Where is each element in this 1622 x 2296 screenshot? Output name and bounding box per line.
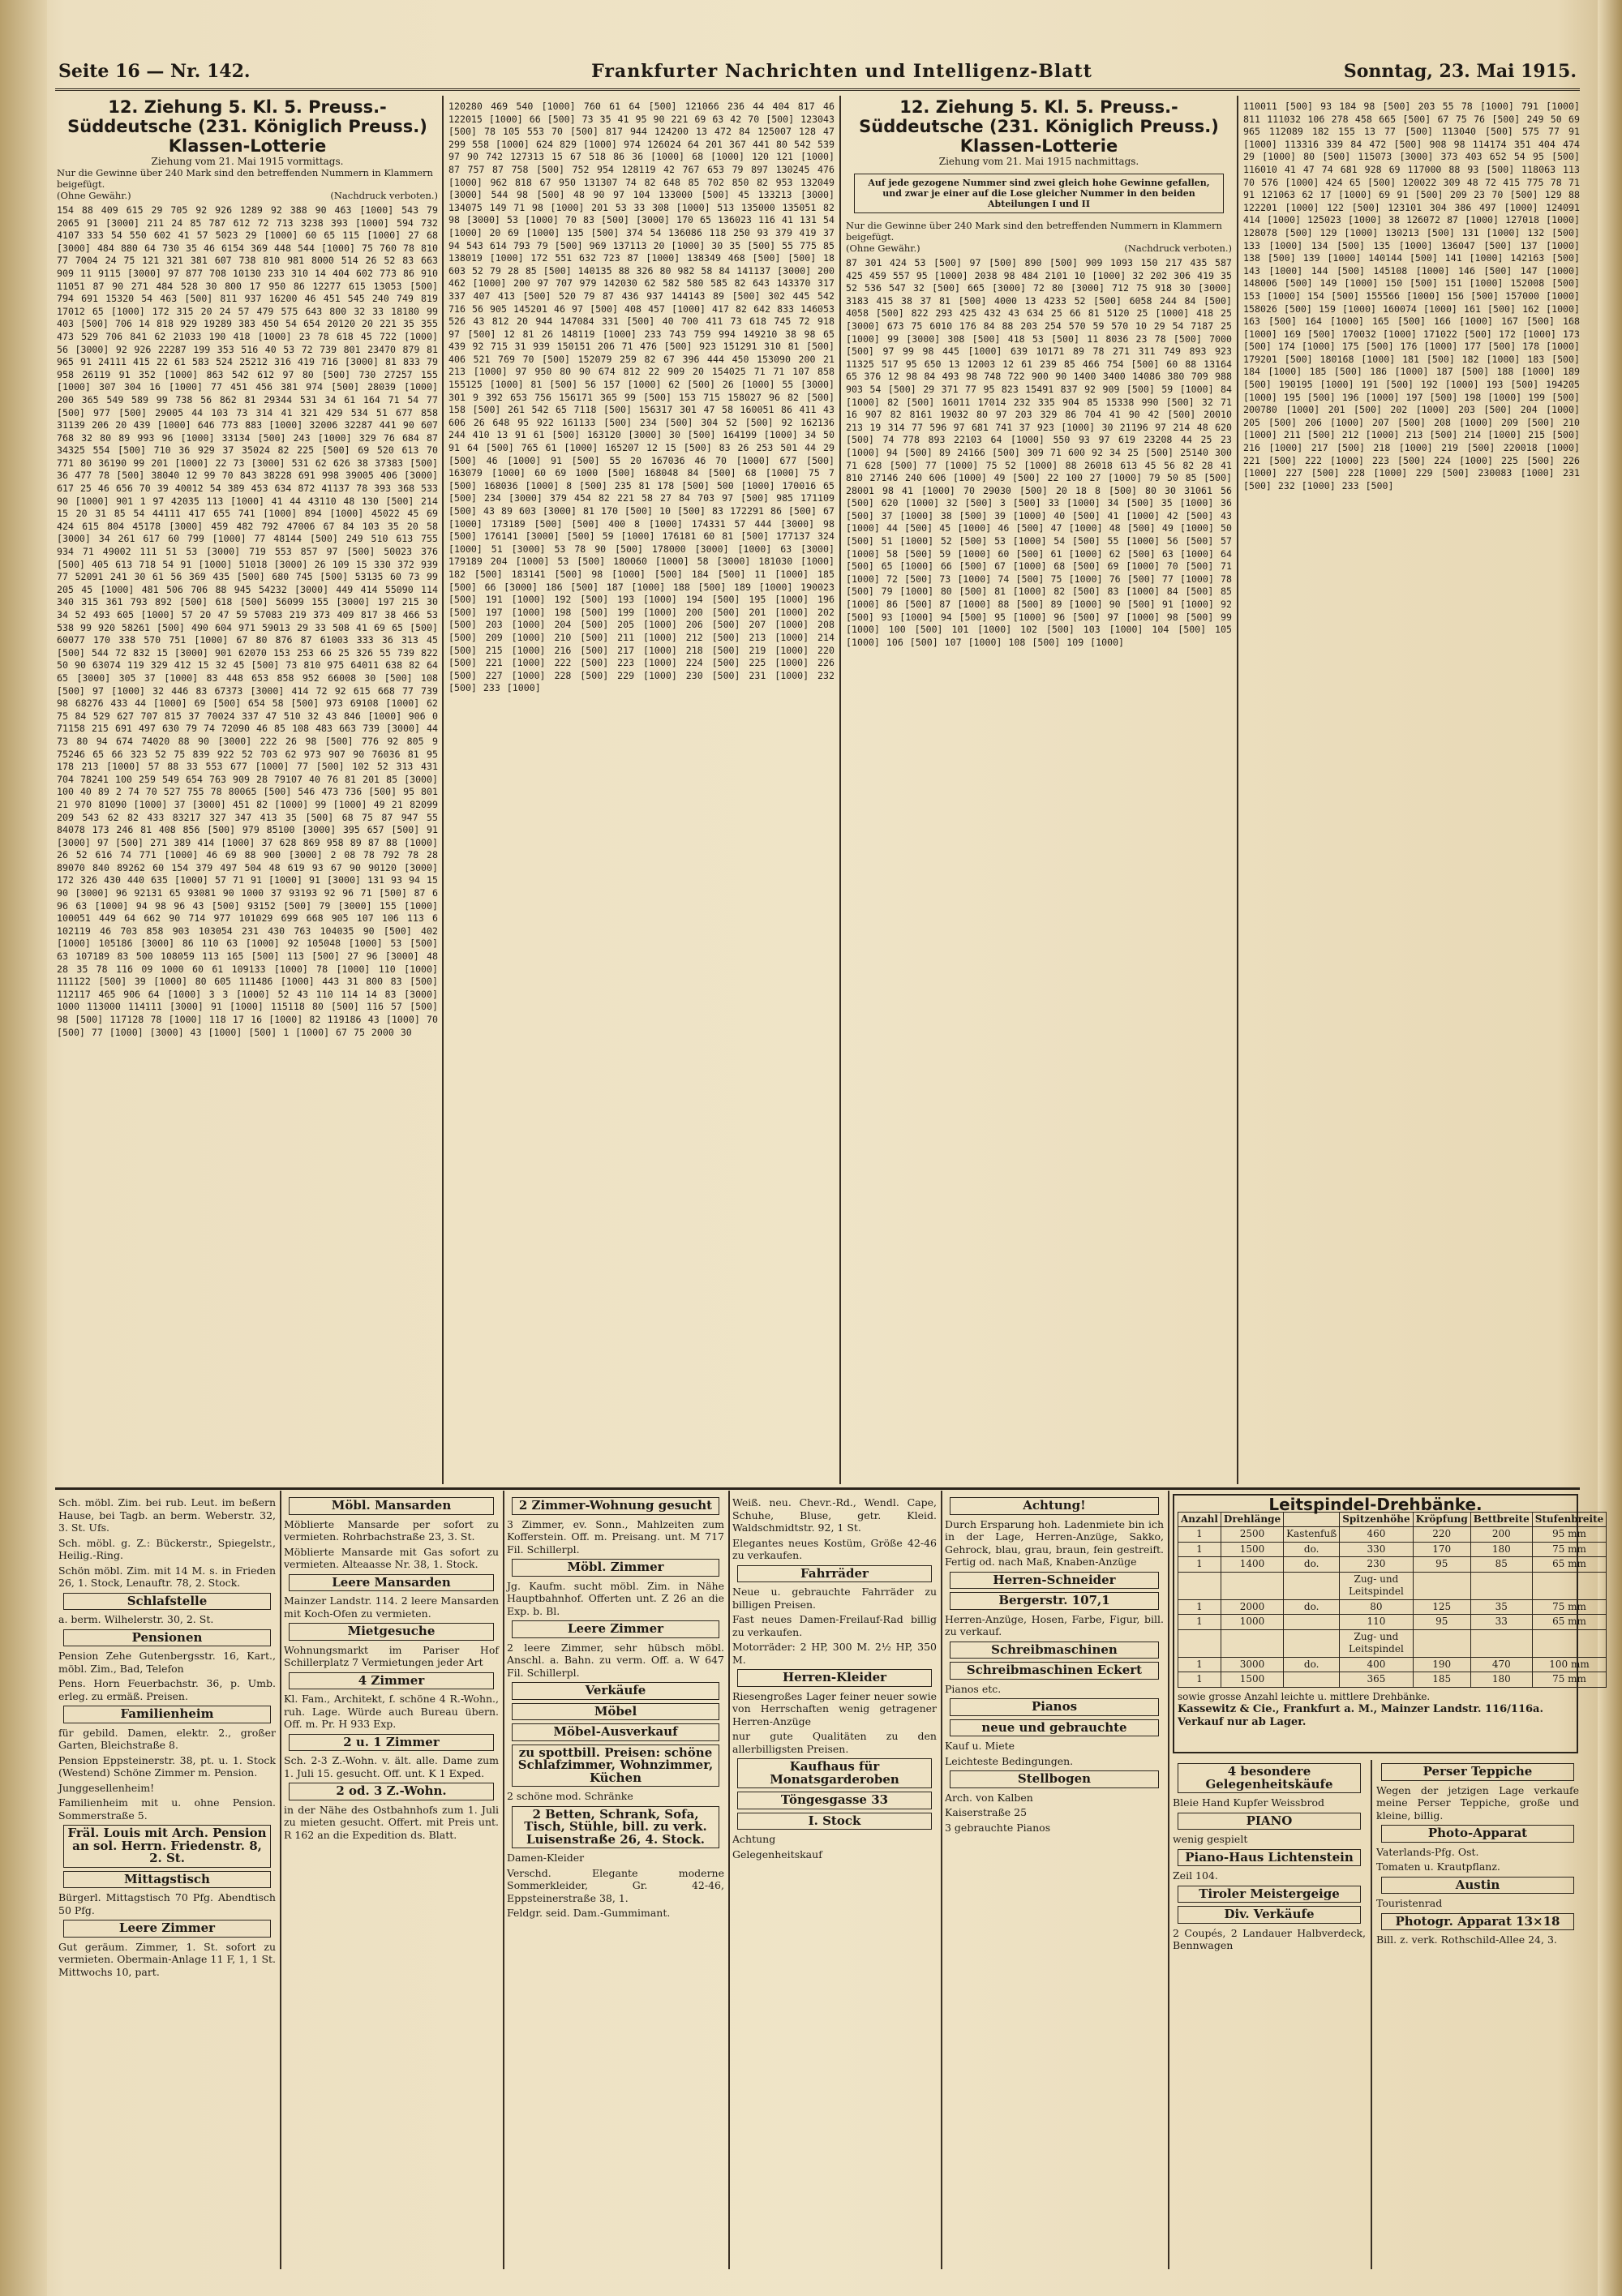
ad-text: Bleie Hand Kupfer Weissbrod — [1173, 1796, 1324, 1809]
table-cell: 75 mm — [1532, 1599, 1607, 1615]
lottery-date-afternoon: Ziehung vom 21. Mai 1915 nachmittags. — [938, 156, 1139, 167]
ad-heading: Perser Teppiche — [1381, 1763, 1574, 1781]
ad-text: Tomaten u. Krautpflanz. — [1376, 1860, 1500, 1873]
ad-heading: Herren-Schneider — [950, 1572, 1159, 1590]
ad-text: Kauf u. Miete — [945, 1740, 1015, 1752]
ad-heading: neue und gebrauchte — [950, 1719, 1159, 1737]
table-cell: 460 — [1340, 1527, 1413, 1543]
ad-heading: Fahrräder — [737, 1565, 932, 1583]
lottery-title-afternoon: 12. Ziehung 5. Kl. 5. Preuss.-Süddeutsche (231. Königlich Preuss.) Klassen-Lotterie — [859, 97, 1219, 156]
table-row — [1178, 1542, 1607, 1557]
lottery-disclaimer-row — [846, 242, 1232, 254]
lottery-title-morning: 12. Ziehung 5. Kl. 5. Preuss.-Süddeutsche (231. Königlich Preuss.) Klassen-Lotterie — [67, 97, 427, 156]
table-cell: 330 — [1340, 1542, 1413, 1557]
table-cell: 65 mm — [1532, 1615, 1607, 1630]
ad-text: Feldgr. seid. Dam.-Gummimant. — [507, 1907, 671, 1919]
table-row — [1178, 1599, 1607, 1615]
ad-text: Touristenrad — [1376, 1897, 1443, 1909]
ad-text: Kaiserstraße 25 — [945, 1806, 1028, 1818]
ad-heading: Leere Zimmer — [63, 1920, 271, 1938]
ad-heading: Piano-Haus Lichtenstein — [1178, 1849, 1361, 1867]
table-cell — [1178, 1629, 1221, 1657]
table-cell: 200 — [1470, 1527, 1532, 1543]
table-row — [1178, 1615, 1607, 1630]
col-header: Stufenbreite — [1532, 1512, 1607, 1527]
header-masthead: Frankfurter Nachrichten und Intelligenz-Blatt — [591, 61, 1092, 82]
table-cell: 180 — [1470, 1672, 1532, 1688]
table-row — [1178, 1557, 1607, 1573]
lottery-column-2 — [448, 97, 835, 1484]
table-cell: 1 — [1178, 1657, 1221, 1672]
page-header — [55, 61, 1580, 91]
ad-text: nur gute Qualitäten zu den allerbilligsten Preisen. — [732, 1730, 937, 1755]
table-cell: 170 — [1413, 1542, 1470, 1557]
ad-text: 2 schöne mod. Schränke — [507, 1790, 633, 1802]
ad-heading: Kaufhaus für Monatsgarderoben — [737, 1758, 932, 1788]
ad-text: Leichteste Bedingungen. — [945, 1754, 1074, 1767]
ad-text: Zeil 104. — [1173, 1869, 1218, 1882]
col-header: Spitzenhöhe — [1340, 1512, 1413, 1527]
ad-text: Motorräder: 2 HP, 300 M. 2½ HP, 350 M. — [732, 1641, 937, 1666]
lottery-note: Nur die Gewinne über 240 Mark sind den betreffenden Nummern in Klammern beigefügt. — [846, 220, 1222, 242]
ad-heading: Möbel — [512, 1703, 719, 1721]
ad-text: a. berm. Wilhelerstr. 30, 2. St. — [58, 1613, 214, 1625]
lottery-note: Nur die Gewinne über 240 Mark sind den betreffenden Nummern in Klammern beigefügt. — [57, 167, 433, 190]
ad-text: Junggesellenheim! — [58, 1781, 155, 1794]
ad-heading: Herren-Kleider — [737, 1669, 932, 1687]
ad-text: in der Nähe des Ostbahnhofs zum 1. Juli zu mieten gesucht. Offert. mit Preis unt. R 162 an die Expedition ds. Blatt. — [284, 1803, 499, 1841]
ad-heading: Schreibmaschinen — [950, 1642, 1159, 1659]
table-cell: 1 — [1178, 1599, 1221, 1615]
table-cell: 1 — [1178, 1542, 1221, 1557]
ad-text: Durch Ersparung hoh. Ladenmiete bin ich in der Lage, Herren-Anzüge, Sakko, Gehrock, blau, grau, braun, fein gestreift. Fertig od. nach Maß, Knaben-Anzüge — [945, 1517, 1164, 1568]
table-cell: 230 — [1340, 1557, 1413, 1573]
lottery-info-box: Auf jede gezogene Nummer sind zwei gleich hohe Gewinne gefallen, und zwar je einer auf die Lose gleicher Nummer in den beiden Abteilungen I und II — [854, 174, 1224, 213]
table-row — [1178, 1672, 1607, 1688]
ad-heading: Photogr. Apparat 13×18 — [1381, 1913, 1574, 1931]
classifieds-tailor-pianos — [945, 1494, 1164, 2264]
ad-heading: 2 u. 1 Zimmer — [289, 1734, 494, 1752]
table-cell — [1532, 1572, 1607, 1599]
ad-heading: Tiroler Meistergeige — [1178, 1886, 1361, 1903]
no-guarantee-label: (Ohne Gewähr.) — [57, 190, 131, 201]
ad-text: Pension Zehe Gutenbergsstr. 16, Kart., möbl. Zim., Bad, Telefon — [58, 1650, 276, 1675]
col-header: Bettbreite — [1470, 1512, 1532, 1527]
table-cell — [1221, 1572, 1283, 1599]
table-cell: 2500 — [1221, 1527, 1283, 1543]
table-cell — [1221, 1629, 1283, 1657]
ad-heading: Möbel-Ausverkauf — [512, 1723, 719, 1741]
table-cell — [1470, 1572, 1532, 1599]
ad-text: Sch. möbl. Zim. bei rub. Leut. im beßern Hause, bei Tagb. an berm. Weberstr. 32, 3. St. Ufs. — [58, 1496, 276, 1534]
lathe-advertisement — [1173, 1494, 1604, 1753]
ad-heading: PIANO — [1178, 1813, 1361, 1830]
ad-text: 2 Coupés, 2 Landauer Halbverdeck, Bennwagen — [1173, 1926, 1366, 1951]
table-cell: 190 — [1413, 1657, 1470, 1672]
ad-text: Schön möbl. Zim. mit 14 M. s. in Frieden 26, 1. Stock, Lenauftr. 78, 2. Stock. — [58, 1564, 276, 1589]
table-cell: 1000 — [1221, 1615, 1283, 1630]
ad-text: 3 gebrauchte Pianos — [945, 1821, 1051, 1834]
no-guarantee-label: (Ohne Gewähr.) — [846, 242, 920, 254]
classifieds-mansards — [284, 1494, 499, 2264]
classifieds-clothing — [732, 1494, 937, 2264]
table-cell: 110 — [1340, 1615, 1413, 1630]
classifieds-carpets — [1376, 1760, 1579, 2263]
ad-text: 3 Zimmer, ev. Sonn., Mahlzeiten zum Kofferstein. Off. m. Preisang. unt. M 717 Fil. Schillerpl. — [507, 1517, 724, 1556]
table-cell — [1178, 1572, 1221, 1599]
table-cell: 185 — [1413, 1672, 1470, 1688]
ad-heading: Leere Zimmer — [512, 1620, 719, 1638]
winning-numbers-list: 120280 469 540 [1000] 760 61 64 [500] 121066 236 44 404 817 46 122015 [1000] 66 [500] 73 35 41 95 90 221 69 63 42 70 [500] 123043 [500] 78 105 553 70 [500] 817 944 124200 13 472 84 125007 128 47 299 558 [1000] 624 829 [1000] 974 126024 64 201 367 441 80 542 539 97 90 742 127313 15 67 518 86 36 [1000] 68 [1000] 120 121 [1000] 87 757 87 758 [500] 752 954 128119 42 767 653 79 897 130245 476 [1000] 962 818 67 950 131307 74 82 648 85 702 850 82 953 132049 [3000] 544 98 [500] 48 90 97 104 133000 [500] 45 133213 [3000] 134075 149 71 98 [1000] 201 53 33 308 [1000] 513 135000 135051 82 98 [3000] 53 [1000] 70 83 [500] [3000] 170 65 136023 116 41 131 54 [1000] 20 69 [1000] 135 [500] 374 54 136086 118 250 93 379 419 37 94 543 614 793 79 [500] 969 137113 20 [1000] 30 35 [500] 55 775 85 138019 [1000] 172 551 632 723 87 [1000] 138349 468 [500] [500] 18 603 52 79 28 85 [500] 140135 88 326 80 982 58 84 141137 [3000] 200 462 [1000] 200 97 707 979 142030 62 582 580 585 82 643 143370 317 337 407 413 [500] 520 79 87 436 937 144143 89 [500] 302 445 542 716 56 905 145201 46 97 [500] 408 457 [1000] 417 82 642 833 146053 526 43 812 20 944 147084 331 [500] 40 700 411 73 618 745 72 918 97 [500] 12 81 26 148119 [1000] 233 743 759 994 149210 38 98 65 439 92 715 31 939 150151 206 71 476 [500] 923 151291 310 81 [500] 406 521 769 70 [500] 152079 259 82 67 396 444 450 153090 200 21 213 [1000] 97 950 80 90 674 812 22 909 20 154025 71 71 107 858 155125 [1000] 81 [500] 56 157 [1000] 62 [500] 26 [1000] 55 [3000] 301 9 392 653 756 156171 365 99 [500] 153 715 158027 96 82 [500] 158 [500] 261 542 65 7118 [500] 156317 301 47 58 160051 86 411 43 606 26 648 95 922 161133 [500] 234 [500] 304 52 [500] 92 162136 244 410 13 91 61 [500] 163120 [3000] 30 [500] 164199 [1000] 34 50 91 64 [500] 765 61 [1000] 165207 12 15 [500] 83 26 253 501 44 29 [500] 46 [1000] 91 [500] 55 20 167036 46 70 [1000] 677 [500] 163079 [1000] 60 69 1000 [500] 168048 84 [500] 68 [1000] 75 7 [500] 168036 [1000] 8 [500] 235 81 178 [500] 500 [1000] 170016 65 [500] 234 [3000] 379 454 82 221 58 27 84 703 97 [500] 985 171109 [500] 43 89 603 [3000] 81 170 [500] 10 [500] 83 172291 86 [500] 67 [1000] 173189 [500] [500] 400 8 [1000] 174331 57 444 [3000] 98 [500] 176141 [3000] [500] 59 [1000] 176181 60 81 [500] 177137 324 [1000] 51 [3000] 53 78 90 [500] 178000 [3000] [1000] 63 [3000] 179189 204 [1000] 53 [500] 180060 [1000] 58 [3000] 181030 [1000] 182 [500] 183141 [500] 98 [1000] [500] 184 [500] 11 [1000] 185 [500] 66 [3000] 186 [500] 187 [1000] 188 [500] 189 [1000] 190023 [500] 191 [1000] 192 [500] 193 [1000] 194 [500] 195 [1000] 196 [500] 197 [1000] 198 [500] 199 [1000] 200 [500] 201 [1000] 202 [500] 203 [1000] 204 [500] 205 [1000] 206 [500] 207 [1000] 208 [500] 209 [1000] 210 [500] 211 [1000] 212 [500] 213 [1000] 214 [500] 215 [1000] 216 [500] 217 [1000] 218 [500] 219 [1000] 220 [500] 221 [1000] 222 [500] 223 [1000] 224 [500] 225 [1000] 226 [500] 227 [1000] 228 [500] 229 [1000] 230 [500] 231 [1000] 232 [500] 233 [1000] — [448, 101, 835, 694]
lottery-disclaimer-row — [57, 190, 438, 201]
ad-text: Möblierte Mansarde mit Gas sofort zu vermieten. Alteaasse Nr. 38, 1. Stock. — [284, 1545, 499, 1570]
page-edge-left — [0, 0, 47, 2296]
ad-text: Familienheim mit u. ohne Pension. Sommerstraße 5. — [58, 1796, 276, 1822]
ad-heading: Mietgesuche — [289, 1623, 494, 1641]
classifieds-pianos — [1173, 1760, 1366, 2263]
table-cell: 95 mm — [1532, 1527, 1607, 1543]
ad-heading: Achtung! — [950, 1497, 1159, 1515]
ad-text: Jg. Kaufm. sucht möbl. Zim. in Nähe Hauptbahnhof. Offerten unt. Z 26 an die Exp. b. Bl. — [507, 1579, 724, 1617]
ad-text: Bürgerl. Mittagstisch 70 Pfg. Abendtisch 50 Pfg. — [58, 1891, 276, 1916]
table-cell: 470 — [1470, 1657, 1532, 1672]
table-cell: 95 — [1413, 1557, 1470, 1573]
ad-heading: Familienheim — [63, 1706, 271, 1723]
ad-heading: Schreibmaschinen Eckert — [950, 1662, 1159, 1680]
ad-heading: Austin — [1381, 1877, 1574, 1895]
table-row — [1178, 1657, 1607, 1672]
header-date: Sonntag, 23. Mai 1915. — [1343, 61, 1577, 82]
ad-text: Vaterlands-Pfg. Ost. — [1376, 1845, 1479, 1858]
table-cell — [1470, 1629, 1532, 1657]
ad-heading: Möbl. Mansarden — [289, 1497, 494, 1515]
table-row — [1178, 1527, 1607, 1543]
table-cell: 125 — [1413, 1599, 1470, 1615]
lathe-title: Leitspindel-Drehbänke. — [1268, 1495, 1483, 1514]
ad-text: Arch. von Kalben — [945, 1791, 1033, 1804]
ad-text: Fast neues Damen-Freilauf-Rad billig zu verkaufen. — [732, 1613, 937, 1638]
lottery-column-1 — [57, 97, 438, 1484]
ad-text: Pension Eppsteinerstr. 38, pt. u. 1. Stock (Westend) Schöne Zimmer m. Pension. — [58, 1753, 276, 1779]
ad-heading: 2 od. 3 Z.-Wohn. — [289, 1783, 494, 1800]
ad-text: Kl. Fam., Architekt, f. schöne 4 R.-Wohn., ruh. Lage. Würde auch Bureau übern. Off. m. Pr. H 933 Exp. — [284, 1693, 499, 1730]
table-cell: Zug- und Leitspindel — [1340, 1572, 1413, 1599]
ad-heading: Töngesgasse 33 — [737, 1792, 932, 1809]
ad-rule — [1168, 1491, 1169, 2269]
table-cell: Kastenfuß — [1284, 1527, 1340, 1543]
ad-text: Mainzer Landstr. 114. 2 leere Mansarden mit Koch-Ofen zu vermieten. — [284, 1594, 499, 1620]
table-cell: 80 — [1340, 1599, 1413, 1615]
ad-text: Pens. Horn Feuerbachstr. 36, p. Umb. erleg. zu ermäß. Preisen. — [58, 1677, 276, 1702]
winning-numbers-list: 110011 [500] 93 184 98 [500] 203 55 78 [1000] 791 [1000] 811 111032 106 278 458 665 [500] 67 75 76 [500] 249 50 69 965 112089 182 155 13 77 [500] 113040 [500] 575 77 91 [1000] 113316 339 84 472 [500] 908 98 114174 351 404 474 29 [1000] 80 [500] 115073 [3000] 373 403 652 54 95 [500] 116010 41 47 74 681 928 69 117000 88 93 [500] 118063 113 70 576 [1000] 424 65 [500] 120022 309 48 72 415 775 78 71 91 121063 62 17 [1000] 69 91 [500] 209 23 70 [500] 129 88 122201 [1000] 122 [500] 123101 304 386 497 [1000] 124091 414 [1000] 125023 [1000] 38 126072 87 [1000] 127018 [1000] 128078 [500] 129 [1000] 130213 [500] 131 [1000] 132 [500] 133 [1000] 134 [500] 135 [1000] 136047 [500] 137 [1000] 138 [500] 139 [1000] 140144 [500] 141 [1000] 142163 [500] 143 [1000] 144 [500] 145108 [1000] 146 [500] 147 [1000] 148006 [500] 149 [1000] 150 [500] 151 [1000] 152008 [500] 153 [1000] 154 [500] 155566 [1000] 156 [500] 157000 [1000] 158026 [500] 159 [1000] 160074 [1000] 161 [500] 162 [1000] 163 [500] 164 [1000] 165 [500] 166 [1000] 167 [500] 168 [1000] 169 [500] 170032 [1000] 171022 [500] 172 [1000] 173 [500] 174 [1000] 175 [500] 176 [1000] 177 [500] 178 [1000] 179201 [500] 180168 [1000] 181 [500] 182 [1000] 183 [500] 184 [1000] 185 [500] 186 [1000] 187 [500] 188 [1000] 189 [500] 190195 [1000] 191 [500] 192 [1000] 193 [500] 194205 [1000] 195 [500] 196 [1000] 197 [500] 198 [1000] 199 [500] 200780 [1000] 201 [500] 202 [1000] 203 [500] 204 [1000] 205 [500] 206 [1000] 207 [500] 208 [1000] 209 [500] 210 [1000] 211 [500] 212 [1000] 213 [500] 214 [1000] 215 [500] 216 [1000] 217 [500] 218 [1000] 219 [500] 220018 [1000] 221 [500] 222 [1000] 223 [500] 224 [1000] 225 [500] 226 [1000] 227 [500] 228 [1000] 229 [500] 230083 [1000] 231 [500] 232 [1000] 233 [500] — [1243, 101, 1580, 491]
ad-heading: I. Stock — [737, 1813, 932, 1830]
table-cell: 95 — [1413, 1615, 1470, 1630]
lathe-spec-table — [1178, 1512, 1607, 1688]
lottery-column-4 — [1243, 97, 1580, 1484]
ad-heading: Photo-Apparat — [1381, 1825, 1574, 1843]
table-cell: 85 — [1470, 1557, 1532, 1573]
ad-text: Bill. z. verk. Rothschild-Allee 24, 3. — [1376, 1933, 1557, 1946]
ad-heading: 2 Betten, Schrank, Sofa, Tisch, Stühle, bill. zu verk. Luisenstraße 26, 4. Stock. — [512, 1806, 719, 1849]
ad-heading: Pianos — [950, 1698, 1159, 1716]
table-cell: 180 — [1470, 1542, 1532, 1557]
classifieds-rooms — [58, 1494, 276, 2264]
table-cell — [1413, 1572, 1470, 1599]
table-row — [1178, 1572, 1607, 1599]
ad-text: Pianos etc. — [945, 1682, 1002, 1695]
ad-rule — [503, 1491, 504, 2269]
ad-heading: Div. Verkäufe — [1178, 1906, 1361, 1924]
ad-text: Riesengroßes Lager feiner neuer sowie von Herrschaften wenig getragener Herren-Anzüge — [732, 1689, 937, 1727]
table-cell: 400 — [1340, 1657, 1413, 1672]
ad-heading: 2 Zimmer-Wohnung gesucht — [512, 1497, 719, 1515]
lathe-vendor: Kassewitz & Cie., Frankfurt a. M., Mainzer Landstr. 116/116a. Verkauf nur ab Lager. — [1178, 1703, 1544, 1728]
table-cell — [1413, 1629, 1470, 1657]
col-header: Drehlänge — [1221, 1512, 1283, 1527]
ad-text: Herren-Anzüge, Hosen, Farbe, Figur, bill. zu verkauf. — [945, 1612, 1164, 1637]
lottery-date-morning: Ziehung vom 21. Mai 1915 vormittags. — [151, 156, 344, 167]
ad-text: für gebild. Damen, elektr. 2., großer Garten, Bleichstraße 8. — [58, 1726, 276, 1751]
lottery-column-3 — [846, 97, 1232, 1484]
table-cell: 75 mm — [1532, 1672, 1607, 1688]
table-cell: do. — [1284, 1657, 1340, 1672]
table-cell: Zug- und Leitspindel — [1340, 1629, 1413, 1657]
table-cell — [1284, 1672, 1340, 1688]
table-cell: 65 mm — [1532, 1557, 1607, 1573]
ad-text: Wohnungsmarkt im Pariser Hof Schillerplatz 7 Vermietungen jeder Art — [284, 1643, 499, 1668]
ad-text: Gelegenheitskauf — [732, 1848, 822, 1860]
column-rule — [442, 96, 444, 1484]
table-cell: do. — [1284, 1599, 1340, 1615]
table-cell: 1 — [1178, 1672, 1221, 1688]
table-cell — [1284, 1572, 1340, 1599]
ad-heading: 4 besondere Gelegenheitskäufe — [1178, 1763, 1361, 1793]
table-cell — [1284, 1615, 1340, 1630]
ad-text: Sch. 2-3 Z.-Wohn. v. ält. alle. Dame zum 1. Juli 15. gesucht. Off. unt. K 1 Exped. — [284, 1754, 499, 1779]
col-header: Kröpfung — [1413, 1512, 1470, 1527]
table-cell: 1500 — [1221, 1672, 1283, 1688]
table-cell: 1400 — [1221, 1557, 1283, 1573]
table-cell: 3000 — [1221, 1657, 1283, 1672]
no-reprint-label: (Nachdruck verboten.) — [1124, 242, 1232, 254]
page-edge-right — [1598, 0, 1622, 2296]
lathe-note: sowie grosse Anzahl leichte u. mittlere Drehbänke. — [1178, 1690, 1431, 1702]
ad-text: Sch. möbl. g. Z.: Bückerstr., Spiegelstr., Heilig.-Ring. — [58, 1536, 276, 1561]
column-rule — [839, 96, 841, 1484]
ad-text: Wegen der jetzigen Lage verkaufe meine Perser Teppiche, große und kleine, billig. — [1376, 1783, 1579, 1822]
header-page-number: Seite 16 — Nr. 142. — [58, 61, 251, 82]
winning-numbers-list: 87 301 424 53 [500] 97 [500] 890 [500] 909 1093 150 217 435 587 425 459 557 95 [1000] 2038 98 484 2101 10 [1000] 32 202 306 419 35 52 536 547 32 [500] 665 [3000] 72 80 [3000] 712 75 918 30 [3000] 3183 415 38 37 81 [500] 4000 13 4233 52 [500] 6058 244 84 [500] 4058 [500] 822 293 425 432 43 634 25 66 81 5120 25 [1000] 418 25 [3000] 673 75 6010 176 84 88 203 254 570 59 570 10 29 54 7187 25 [1000] 99 [3000] 308 [500] 418 53 [500] 11 8036 23 78 [500] 7000 [500] 97 99 98 445 [1000] 639 10171 89 78 271 311 749 893 923 11325 517 95 650 13 12003 12 61 239 85 466 754 [500] 60 88 13164 65 376 12 98 84 493 98 748 722 900 90 1400 3400 14086 380 709 988 903 54 [500] 29 371 77 95 823 15491 837 92 909 [500] 59 [1000] 84 [1000] 82 [500] 16011 17014 232 335 904 85 15338 990 [500] 32 71 16 907 82 8161 19032 80 97 203 329 86 704 41 90 42 [500] 20010 213 19 314 77 596 97 681 741 37 923 [1000] 30 21196 97 214 48 620 [500] 74 778 893 22103 64 [1000] 550 93 97 619 23208 44 25 23 [1000] 94 [500] 89 24166 [500] 309 71 600 92 34 25 [500] 25140 300 71 628 [500] 77 [1000] 75 52 [1000] 88 26018 613 45 56 82 28 41 810 27146 240 606 [1000] 49 [500] 22 100 27 [1000] 79 50 85 [500] 28001 98 41 [1000] 70 29030 [500] 20 18 8 [500] 80 30 31061 56 [500] 620 [1000] 32 [500] 3 [500] 33 [1000] 34 [500] 35 [1000] 36 [500] 37 [1000] 38 [500] 39 [1000] 40 [500] 41 [1000] 42 [500] 43 [1000] 44 [500] 45 [1000] 46 [500] 47 [1000] 48 [500] 49 [1000] 50 [500] 51 [1000] 52 [500] 53 [1000] 54 [500] 55 [1000] 56 [500] 57 [1000] 58 [500] 59 [1000] 60 [500] 61 [1000] 62 [500] 63 [1000] 64 [500] 65 [1000] 66 [500] 67 [1000] 68 [500] 69 [1000] 70 [500] 71 [1000] 72 [500] 73 [1000] 74 [500] 75 [1000] 76 [500] 77 [1000] 78 [500] 79 [1000] 80 [500] 81 [1000] 82 [500] 83 [1000] 84 [500] 85 [1000] 86 [500] 87 [1000] 88 [500] 89 [1000] 90 [500] 91 [1000] 92 [500] 93 [1000] 94 [500] 95 [1000] 96 [500] 97 [1000] 98 [500] 99 [1000] 100 [500] 101 [1000] 102 [500] 103 [1000] 104 [500] 105 [1000] 106 [500] 107 [1000] 108 [500] 109 [1000] — [846, 257, 1232, 648]
ad-rule — [941, 1491, 942, 2269]
ad-text: 2 leere Zimmer, sehr hübsch möbl. Anschl. a. Bahn. zu verm. Off. a. W 647 Fil. Schillerpl. — [507, 1641, 724, 1679]
table-cell: 1 — [1178, 1527, 1221, 1543]
ad-text: Achtung — [732, 1833, 776, 1845]
ad-heading: Mittagstisch — [63, 1871, 271, 1889]
ad-heading: Leere Mansarden — [289, 1574, 494, 1592]
ad-text: Weiß. neu. Chevr.-Rd., Wendl. Cape, Schuhe, Bluse, getr. Kleid. Waldschmidtstr. 92, 1 St. — [732, 1496, 937, 1534]
ad-text: Neue u. gebrauchte Fahrräder zu billigen Preisen. — [732, 1586, 937, 1611]
ad-text: Gut geräum. Zimmer, 1. St. sofort zu vermieten. Obermain-Anlage 11 F, 1, 1 St. Mittwochs 10, part. — [58, 1940, 276, 1978]
ad-heading: Verkäufe — [512, 1682, 719, 1700]
ad-rule — [728, 1491, 730, 2269]
no-reprint-label: (Nachdruck verboten.) — [330, 190, 438, 201]
ad-heading: Schlafstelle — [63, 1593, 271, 1611]
ad-heading: 4 Zimmer — [289, 1672, 494, 1690]
table-cell: 220 — [1413, 1527, 1470, 1543]
table-cell — [1532, 1629, 1607, 1657]
ad-text: Elegantes neues Kostüm, Größe 42-46 zu verkaufen. — [732, 1536, 937, 1561]
ad-heading: Fräl. Louis mit Arch. Pension an sol. Herrn. Friedenstr. 8, 2. St. — [63, 1825, 271, 1868]
column-rule — [1237, 96, 1238, 1484]
winning-numbers-list: 154 88 409 615 29 705 92 926 1289 92 388 90 463 [1000] 543 79 2065 91 [3000] 211 24 85 787 612 72 713 3238 393 [1000] 594 732 4107 333 54 550 602 41 57 5023 29 [1000] 60 65 115 [1000] 27 68 [3000] 484 880 64 730 35 46 6154 369 448 544 [1000] 75 760 78 810 77 7004 24 75 121 321 381 607 738 810 981 8000 514 26 52 83 663 909 11 9115 [3000] 97 877 708 10130 233 310 14 404 602 773 86 910 11051 87 90 271 484 528 30 800 17 950 86 12277 615 13053 [500] 794 691 15320 54 463 [500] 811 937 16200 46 451 545 240 749 819 17012 65 [1000] 172 315 20 24 57 479 575 643 800 32 33 18180 99 403 [500] 706 14 818 929 19289 383 450 54 654 20120 20 221 35 355 473 529 706 841 62 21033 190 418 [1000] 23 78 618 45 722 [1000] 56 [3000] 92 926 22287 199 353 516 40 53 72 739 801 23470 879 81 965 91 24111 415 22 61 583 524 25212 316 419 716 [3000] 81 833 79 958 26119 91 352 [1000] 863 542 612 97 80 [500] 730 27257 155 [1000] 307 304 16 [1000] 77 451 456 381 974 [500] 28039 [1000] 200 365 549 589 99 738 56 862 81 29344 531 34 61 164 71 54 77 [500] 977 [500] 29005 44 103 73 314 41 321 429 534 51 677 858 31139 206 20 439 [1000] 646 773 883 [1000] 32006 32287 441 90 607 768 32 80 89 993 96 [1000] 33134 [500] 243 [1000] 329 76 684 87 34325 554 [500] 710 36 929 37 35024 82 225 [500] 69 520 613 70 771 80 36190 99 201 [1000] 22 73 [3000] 531 62 626 38 37383 [500] 36 477 78 [500] 38040 12 99 70 843 38228 691 998 39005 406 [3000] 617 25 46 656 70 39 40012 54 389 453 634 872 41137 78 393 368 533 90 [1000] 901 1 97 42035 113 [1000] 41 44 43110 48 130 [500] 214 15 20 31 85 54 44111 417 655 741 [1000] 894 [1000] 45022 45 69 424 615 804 45178 [3000] 459 482 792 47006 67 84 103 35 20 58 [3000] 34 261 617 60 799 [1000] 77 48144 [500] 249 510 613 755 934 71 49002 111 51 53 [3000] 719 553 857 97 [500] 50023 376 [500] 405 613 718 54 91 [1000] 51018 [3000] 26 109 15 330 372 939 77 52091 241 30 61 56 369 435 [500] 680 745 [500] 53135 60 73 99 205 45 [1000] 481 506 706 88 945 54232 [3000] 449 414 55090 114 340 315 361 793 892 [500] 618 [500] 56099 155 [3000] 197 215 30 34 52 493 605 [1000] 57 20 47 59 57083 219 373 409 817 38 466 53 538 99 920 58261 [500] 490 604 971 59013 29 33 508 41 69 65 [500] 60077 170 338 570 751 [1000] 67 80 876 87 61003 333 36 313 45 [500] 544 72 832 15 [3000] 901 62070 153 253 66 25 326 55 739 822 50 90 63074 119 329 412 15 32 45 [500] 73 810 975 64011 638 82 64 65 [3000] 305 37 [1000] 83 448 653 858 952 66008 30 [500] 108 [500] 97 [1000] 32 446 83 67373 [3000] 414 72 92 615 668 77 739 98 68276 433 44 [1000] 69 [500] 654 58 [500] 973 69108 [1000] 62 75 84 529 627 707 815 37 70024 337 47 510 32 43 846 [1000] 906 0 71158 215 691 497 630 79 74 72090 46 85 108 483 663 739 [3000] 44 73 80 94 674 74020 88 90 [3000] 222 26 98 [500] 776 92 805 9 75246 65 66 323 52 75 839 922 52 703 62 973 907 90 76036 81 95 178 213 [1000] 57 88 33 553 677 [1000] 77 [500] 102 52 313 431 704 78241 100 259 549 654 763 909 28 79107 40 76 81 201 85 [3000] 100 40 89 2 74 70 527 755 78 80065 [500] 546 473 736 [500] 95 801 21 970 81090 [1000] 37 [3000] 451 82 [1000] 99 [1000] 49 21 82099 209 543 62 82 433 83217 327 347 413 35 [500] 68 75 87 947 55 84078 173 246 81 408 856 [500] 979 85100 [3000] 395 657 [500] 91 [3000] 97 [500] 271 389 414 [1000] 37 628 869 958 89 87 88 [1000] 26 52 616 74 771 [1000] 46 69 88 900 [3000] 2 08 78 792 78 28 89070 840 89262 60 154 379 497 504 48 619 93 67 90 90120 [3000] 172 326 430 440 635 [1000] 57 71 91 [1000] 91 [3000] 131 93 94 15 90 [3000] 96 92131 65 93081 90 1000 37 93193 92 96 71 [500] 87 6 96 63 [1000] 94 98 96 43 [500] 93152 [500] 79 [3000] 155 [1000] 100051 449 64 662 90 714 977 101029 699 668 905 107 106 113 6 102119 46 703 858 903 103054 231 430 763 104035 90 [500] 402 [1000] 105186 [3000] 86 110 63 [1000] 92 105048 [1000] 53 [500] 63 107189 83 500 108059 113 165 [500] 113 [500] 27 96 [3000] 48 28 35 78 116 09 1000 60 61 109133 [1000] 78 [1000] 110 [1000] 111122 [500] 39 [1000] 80 605 111486 [1000] 443 31 800 83 [500] 112117 465 906 64 [1000] 3 3 [1000] 52 43 110 114 14 83 [3000] 1000 113000 114111 [3000] 91 [1000] 115118 80 [500] 116 57 [500] 98 [500] 117128 78 [1000] 118 17 16 [1000] 82 119186 43 [1000] 70 [500] 77 [1000] [3000] 43 [1000] [500] 1 [1000] 67 75 2000 30 — [57, 204, 438, 1038]
table-row — [1178, 1629, 1607, 1657]
ad-rule — [1371, 1760, 1372, 2269]
table-cell: 365 — [1340, 1672, 1413, 1688]
table-cell: 33 — [1470, 1615, 1532, 1630]
table-cell: do. — [1284, 1542, 1340, 1557]
table-cell: 35 — [1470, 1599, 1532, 1615]
ad-rule — [280, 1491, 281, 2269]
ad-text: Damen-Kleider — [507, 1852, 585, 1864]
table-cell: 75 mm — [1532, 1542, 1607, 1557]
ad-text: Möblierte Mansarde per sofort zu vermieten. Rohrbachstraße 23, 3. St. — [284, 1517, 499, 1543]
ad-heading: Pensionen — [63, 1629, 271, 1647]
ad-text: wenig gespielt — [1173, 1833, 1248, 1845]
table-cell: 100 mm — [1532, 1657, 1607, 1672]
ad-text: Verschd. Elegante moderne Sommerkleider, Gr. 42-46, Eppsteinerstraße 38, 1. — [507, 1866, 724, 1904]
table-cell — [1284, 1629, 1340, 1657]
table-cell: 1 — [1178, 1615, 1221, 1630]
table-cell: 1500 — [1221, 1542, 1283, 1557]
table-cell: 1 — [1178, 1557, 1221, 1573]
section-rule — [55, 1487, 1580, 1490]
ad-heading: Möbl. Zimmer — [512, 1559, 719, 1577]
classifieds-apartments — [507, 1494, 724, 2264]
table-cell: 2000 — [1221, 1599, 1283, 1615]
ad-heading: zu spottbill. Preisen: schöne Schlafzimmer, Wohnzimmer, Küchen — [512, 1745, 719, 1787]
col-header: Anzahl — [1178, 1512, 1221, 1527]
ad-heading: Bergerstr. 107,1 — [950, 1592, 1159, 1610]
table-cell: do. — [1284, 1557, 1340, 1573]
ad-heading: Stellbogen — [950, 1770, 1159, 1788]
